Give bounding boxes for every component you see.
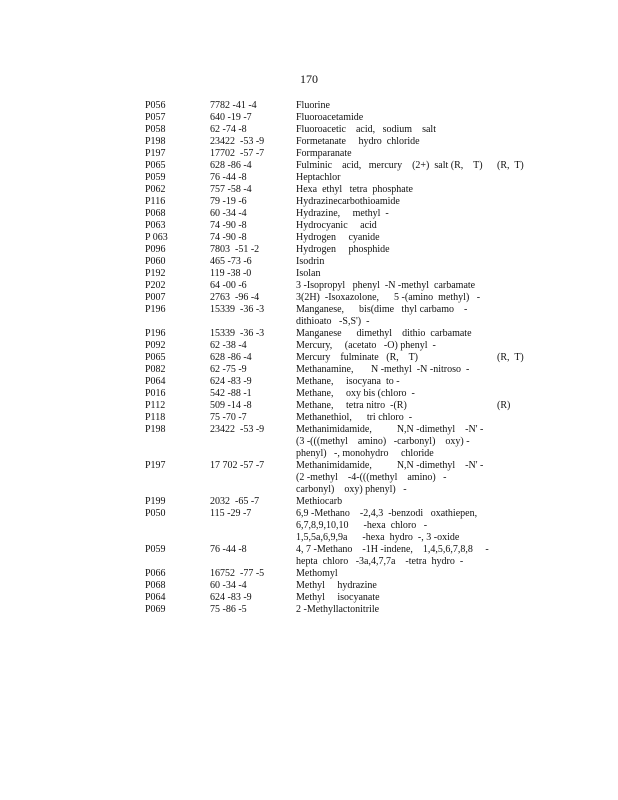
substance-name-line: Methane, oxy bis (chloro - [296, 388, 415, 399]
cas-number: 17 702 -57 -7 [210, 460, 265, 471]
substance-name-line: Formetanate hydro chloride [296, 136, 420, 147]
substance-name-line: 6,7,8,9,10,10 -hexa chloro - [296, 520, 428, 531]
substance-name [296, 388, 486, 400]
substance-name [296, 124, 486, 136]
substance-name [296, 136, 486, 148]
substance-name [296, 376, 486, 388]
list-item [0, 220, 618, 232]
substance-name [296, 580, 486, 592]
cas-number: 23422 -53 -9 [210, 136, 265, 147]
list-item [0, 412, 618, 424]
list-item [0, 340, 618, 352]
waste-code: P116 [145, 196, 166, 207]
waste-code: P196 [145, 304, 166, 315]
waste-code: P 063 [145, 232, 168, 243]
substance-name [296, 544, 489, 568]
substance-name [296, 244, 486, 256]
substance-name-line: Hydrogen phosphide [296, 244, 390, 255]
substance-name [296, 196, 486, 208]
substance-name [296, 352, 486, 364]
cas-number: 64 -00 -6 [210, 280, 247, 291]
substance-name-line: Hydrazine, methyl - [296, 208, 389, 219]
substance-name [296, 232, 486, 244]
list-item [0, 112, 618, 124]
list-item [0, 232, 618, 244]
waste-code: P096 [145, 244, 166, 255]
substance-name [296, 100, 486, 112]
cas-number: 74 -90 -8 [210, 220, 247, 231]
substance-name [296, 208, 486, 220]
list-item [0, 208, 618, 220]
hazard-code: (R) [497, 400, 511, 411]
substance-name [296, 112, 486, 124]
substance-name-line: 4, 7 -Methano -1H -indene, 1,4,5,6,7,8,8 - [296, 544, 489, 555]
substance-name [296, 364, 486, 376]
list-item [0, 148, 618, 160]
cas-number: 17702 -57 -7 [210, 148, 265, 159]
cas-number: 7803 -51 -2 [210, 244, 260, 255]
substance-name [296, 604, 486, 616]
cas-number: 74 -90 -8 [210, 232, 247, 243]
substance-name-line: Methyl isocyanate [296, 592, 380, 603]
cas-number: 60 -34 -4 [210, 580, 247, 591]
cas-number: 76 -44 -8 [210, 172, 247, 183]
hazard-code: (R, T) [497, 160, 524, 171]
waste-code: P064 [145, 592, 166, 603]
substance-name-line: Mercury, (acetato -O) phenyl - [296, 340, 436, 351]
cas-number: 542 -88 -1 [210, 388, 252, 399]
substance-name-line: Hexa ethyl tetra phosphate [296, 184, 413, 195]
waste-code: P068 [145, 580, 166, 591]
list-item [0, 268, 618, 280]
cas-number: 2032 -65 -7 [210, 496, 260, 507]
substance-name [296, 496, 486, 508]
substance-name [296, 292, 486, 304]
substance-name-line: Isolan [296, 268, 321, 279]
substance-name-line: Fluoroacetamide [296, 112, 364, 123]
substance-name-line: Mercury fulminate (R, T) [296, 352, 419, 363]
hazard-code: (R, T) [497, 352, 524, 363]
substance-name-line: 2 -Methyllactonitrile [296, 604, 380, 615]
list-item [0, 352, 618, 364]
substance-name-line: Methane, isocyana to - [296, 376, 400, 387]
waste-code: P058 [145, 124, 166, 135]
cas-number: 62 -75 -9 [210, 364, 247, 375]
waste-code: P068 [145, 208, 166, 219]
substance-name-line: 1,5,5a,6,9,9a -hexa hydro -, 3 -oxide [296, 532, 460, 543]
cas-number: 640 -19 -7 [210, 112, 252, 123]
chemical-list [0, 100, 618, 616]
cas-number: 509 -14 -8 [210, 400, 252, 411]
list-item [0, 244, 618, 256]
substance-name [296, 304, 486, 328]
substance-name [296, 172, 486, 184]
list-item [0, 592, 618, 604]
substance-name [296, 508, 486, 544]
substance-name [296, 148, 486, 160]
waste-code: P082 [145, 364, 166, 375]
cas-number: 2763 -96 -4 [210, 292, 260, 303]
cas-number: 62 -38 -4 [210, 340, 247, 351]
substance-name-line: Methanimidamide, N,N -dimethyl -N' - [296, 460, 484, 471]
cas-number: 628 -86 -4 [210, 160, 252, 171]
waste-code: P060 [145, 256, 166, 267]
substance-name-line: Manganese, bis(dime thyl carbamo - [296, 304, 468, 315]
substance-name-line: Methanimidamide, N,N -dimethyl -N' - [296, 424, 484, 435]
cas-number: 15339 -36 -3 [210, 328, 265, 339]
waste-code: P059 [145, 544, 166, 555]
substance-name [296, 568, 486, 580]
substance-name-line: Formparanate [296, 148, 352, 159]
waste-code: P007 [145, 292, 166, 303]
waste-code: P066 [145, 568, 166, 579]
cas-number: 624 -83 -9 [210, 376, 252, 387]
cas-number: 624 -83 -9 [210, 592, 252, 603]
list-item [0, 292, 618, 304]
cas-number: 79 -19 -6 [210, 196, 247, 207]
substance-name [296, 340, 486, 352]
cas-number: 76 -44 -8 [210, 544, 247, 555]
substance-name-line: Fulminic acid, mercury (2+) salt (R, T) [296, 160, 483, 171]
list-item [0, 196, 618, 208]
substance-name-line: Hydrogen cyanide [296, 232, 380, 243]
substance-name [296, 160, 486, 172]
substance-name [296, 412, 486, 424]
waste-code: P057 [145, 112, 166, 123]
substance-name [296, 268, 486, 280]
substance-name [296, 424, 486, 460]
list-item [0, 376, 618, 388]
substance-name-line: Fluorine [296, 100, 330, 111]
substance-name-line: Heptachlor [296, 172, 341, 183]
list-item [0, 256, 618, 268]
substance-name [296, 256, 486, 268]
waste-code: P198 [145, 136, 166, 147]
substance-name [296, 220, 486, 232]
substance-name [296, 328, 486, 340]
substance-name [296, 460, 486, 496]
cas-number: 16752 -77 -5 [210, 568, 265, 579]
waste-code: P192 [145, 268, 166, 279]
list-item [0, 100, 618, 112]
waste-code: P197 [145, 148, 166, 159]
waste-code: P196 [145, 328, 166, 339]
waste-code: P065 [145, 352, 166, 363]
list-item [0, 460, 618, 496]
list-item [0, 184, 618, 196]
cas-number: 7782 -41 -4 [210, 100, 257, 111]
cas-number: 465 -73 -6 [210, 256, 252, 267]
substance-name-line: 3(2H) -Isoxazolone, 5 -(amino methyl) - [296, 292, 481, 303]
list-item [0, 568, 618, 580]
cas-number: 75 -86 -5 [210, 604, 247, 615]
list-item [0, 280, 618, 292]
waste-code: P202 [145, 280, 166, 291]
waste-code: P064 [145, 376, 166, 387]
list-item [0, 388, 618, 400]
list-item [0, 580, 618, 592]
waste-code: P118 [145, 412, 166, 423]
waste-code: P063 [145, 220, 166, 231]
list-item [0, 496, 618, 508]
substance-name-line: (3 -(((methyl amino) -carbonyl) oxy) - [296, 436, 470, 447]
substance-name-line: Methanamine, N -methyl -N -nitroso - [296, 364, 470, 375]
substance-name [296, 400, 486, 412]
waste-code: P065 [145, 160, 166, 171]
list-item [0, 304, 618, 328]
substance-name-line: 6,9 -Methano -2,4,3 -benzodi oxathiepen, [296, 508, 478, 519]
waste-code: P069 [145, 604, 166, 615]
substance-name-line: 3 -Isopropyl phenyl -N -methyl carbamate [296, 280, 476, 291]
list-item [0, 328, 618, 340]
list-item [0, 124, 618, 136]
substance-name-line: Methanethiol, tri chloro - [296, 412, 413, 423]
substance-name-line: Methane, tetra nitro -(R) [296, 400, 407, 411]
cas-number: 119 -38 -0 [210, 268, 252, 279]
waste-code: P050 [145, 508, 166, 519]
cas-number: 62 -74 -8 [210, 124, 247, 135]
waste-code: P112 [145, 400, 166, 411]
substance-name-line: Manganese dimethyl dithio carbamate [296, 328, 472, 339]
substance-name-line: Hydrocyanic acid [296, 220, 377, 231]
substance-name [296, 184, 486, 196]
list-item [0, 544, 618, 568]
list-item [0, 604, 618, 616]
substance-name-line: Methiocarb [296, 496, 343, 507]
substance-name-line: Hydrazinecarbothioamide [296, 196, 400, 207]
cas-number: 628 -86 -4 [210, 352, 252, 363]
cas-number: 757 -58 -4 [210, 184, 252, 195]
waste-code: P056 [145, 100, 166, 111]
cas-number: 23422 -53 -9 [210, 424, 265, 435]
waste-code: P092 [145, 340, 166, 351]
list-item [0, 508, 618, 544]
substance-name-line: dithioato -S,S') - [296, 316, 370, 327]
list-item [0, 136, 618, 148]
waste-code: P199 [145, 496, 166, 507]
list-item [0, 400, 618, 412]
list-item [0, 160, 618, 172]
cas-number: 75 -70 -7 [210, 412, 247, 423]
list-item [0, 364, 618, 376]
page-number: 170 [300, 72, 318, 86]
substance-name [296, 592, 486, 604]
cas-number: 15339 -36 -3 [210, 304, 265, 315]
substance-name-line: (2 -methyl -4-(((methyl amino) - [296, 472, 447, 483]
waste-code: P016 [145, 388, 166, 399]
cas-number: 60 -34 -4 [210, 208, 247, 219]
list-item [0, 424, 618, 460]
substance-name-line: hepta chloro -3a,4,7,7a -tetra hydro - [296, 556, 464, 567]
list-item [0, 172, 618, 184]
substance-name-line: Fluoroacetic acid, sodium salt [296, 124, 436, 135]
substance-name-line: Methyl hydrazine [296, 580, 377, 591]
substance-name-line: Isodrin [296, 256, 325, 267]
substance-name-line: carbonyl) oxy) phenyl) - [296, 484, 407, 495]
waste-code: P062 [145, 184, 166, 195]
substance-name-line: Methomyl [296, 568, 338, 579]
waste-code: P059 [145, 172, 166, 183]
waste-code: P198 [145, 424, 166, 435]
substance-name-line: phenyl) -, monohydro chloride [296, 448, 434, 459]
waste-code: P197 [145, 460, 166, 471]
substance-name [296, 280, 486, 292]
cas-number: 115 -29 -7 [210, 508, 252, 519]
